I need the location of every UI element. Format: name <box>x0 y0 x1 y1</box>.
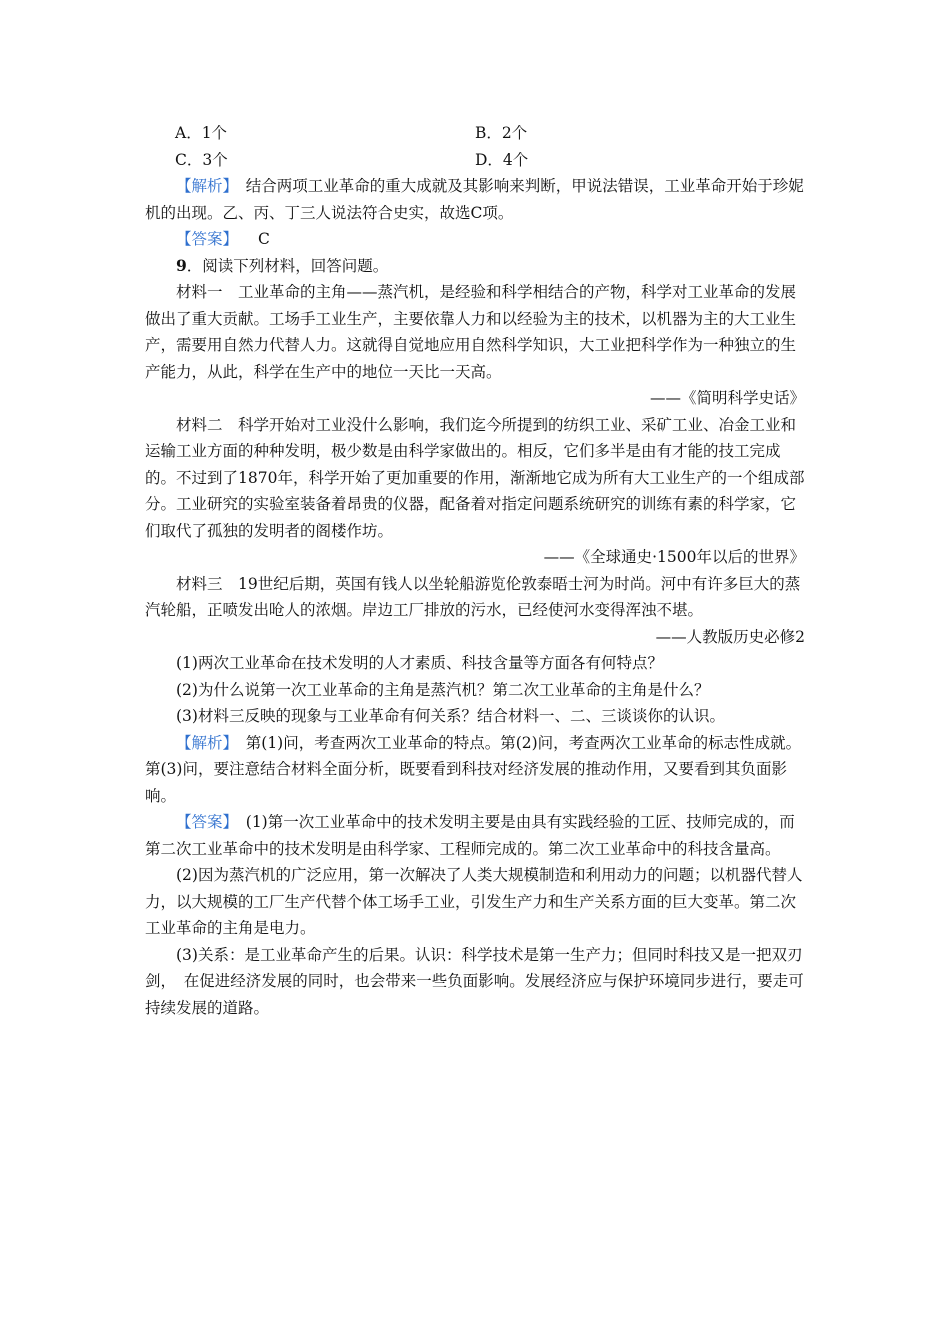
sub-question-1: (1)两次工业革命在技术发明的人才素质、科技含量等方面各有何特点？ <box>176 654 663 672</box>
answer-text: (1)第一次工业革命中的技术发明主要是由具有实践经验的工匠、技师完成的，而第二次工业革命中的技术发明是由科学家、工程师完成的。第二次工业革命中的科技含量高。 <box>145 813 795 858</box>
analysis-tag: 【解析】 <box>176 177 231 195</box>
question-number: 9 <box>176 255 187 275</box>
source-1: ——《简明科学史话》 <box>649 389 805 407</box>
option-b: B．2个 <box>475 124 528 142</box>
analysis-tag: 【解析】 <box>176 733 231 752</box>
material-2: 材料二 科学开始对工业没什么影响，我们迄今所提到的纺织工业、采矿工业、冶金工业和运输工业方面的种种发明，极少数是由科学家做出的。相反，它们多半是由有才能的技工完成的。不过到了1870年，科学开始了更加重要的作用，渐渐地它成为所有大工业生产的一个组成部分。工业研究的实验室装备着昂贵的仪器，配备着对指定问题系统研究的训练有素的科学家，它们取代了孤独的发明者的阁楼作坊。 <box>145 415 805 540</box>
document-content <box>145 120 805 1021</box>
q8-analysis <box>145 173 805 226</box>
option-d: D．4个 <box>475 150 529 169</box>
sub-question-3: (3)材料三反映的现象与工业革命有何关系？结合材料一、二、三谈谈你的认识。 <box>176 707 725 725</box>
q8-answer <box>145 226 805 253</box>
q9-stem <box>145 253 805 280</box>
material-3: 材料三 19世纪后期，英国有钱人以坐轮船游览伦敦泰晤士河为时尚。河中有许多巨大的蒸汽轮船，正喷发出呛人的浓烟。岸边工厂排放的污水，已经使河水变得浑浊不堪。 <box>145 574 801 619</box>
option-a: A．1个 <box>175 124 228 142</box>
answer-text: C <box>258 230 270 248</box>
q9-analysis <box>145 730 805 810</box>
analysis-text: 第(1)问，考查两次工业革命的特点。第(2)问，考查两次工业革命的标志性成就。第(3)问，要注意结合材料全面分析，既要看到科技对经济发展的推动作用，又要看到其负面影响。 <box>145 733 802 805</box>
source-2: ——《全球通史·1500年以后的世界》 <box>543 548 805 566</box>
option-c: C．3个 <box>175 150 228 169</box>
sub-question-2: (2)为什么说第一次工业革命的主角是蒸汽机？第二次工业革命的主角是什么？ <box>176 680 710 699</box>
q9-answer-2: (2)因为蒸汽机的广泛应用，第一次解决了人类大规模制造和利用动力的问题；以机器代替人力，以大规模的工厂生产代替个体工场手工业，引发生产力和生产关系方面的巨大变革。第二次工业革命的主角是电力。 <box>145 866 803 937</box>
material-1: 材料一 工业革命的主角——蒸汽机，是经验和科学相结合的产物，科学对工业革命的发展做出了重大贡献。工场手工业生产，主要依靠人力和以经验为主的技术，以机器为主的大工业生产，需要用自然力代替人力。这就得自觉地应用自然科学知识，大工业把科学作为一种独立的生产能力，从此，科学在生产中的地位一天比一天高。 <box>145 283 797 381</box>
question-stem: ．阅读下列材料，回答问题。 <box>186 256 389 275</box>
options-row-1 <box>145 120 805 147</box>
answer-tag: 【答案】 <box>176 230 239 248</box>
q9-answer-3: (3)关系：是工业革命产生的后果。认识：科学技术是第一生产力；但同时科技又是一把双刃剑， 在促进经济发展的同时，也会带来一些负面影响。发展经济应与保护环境同步进行，要走可持续发展的道路。 <box>145 945 804 1017</box>
q9-answer-1 <box>145 809 805 862</box>
source-3: ——人教版历史必修2 <box>655 627 805 646</box>
answer-tag: 【答案】 <box>176 813 231 831</box>
options-row-2 <box>145 147 805 174</box>
analysis-text: 结合两项工业革命的重大成就及其影响来判断，甲说法错误，工业革命开始于珍妮机的出现。乙、丙、丁三人说法符合史实，故选C项。 <box>145 177 804 222</box>
